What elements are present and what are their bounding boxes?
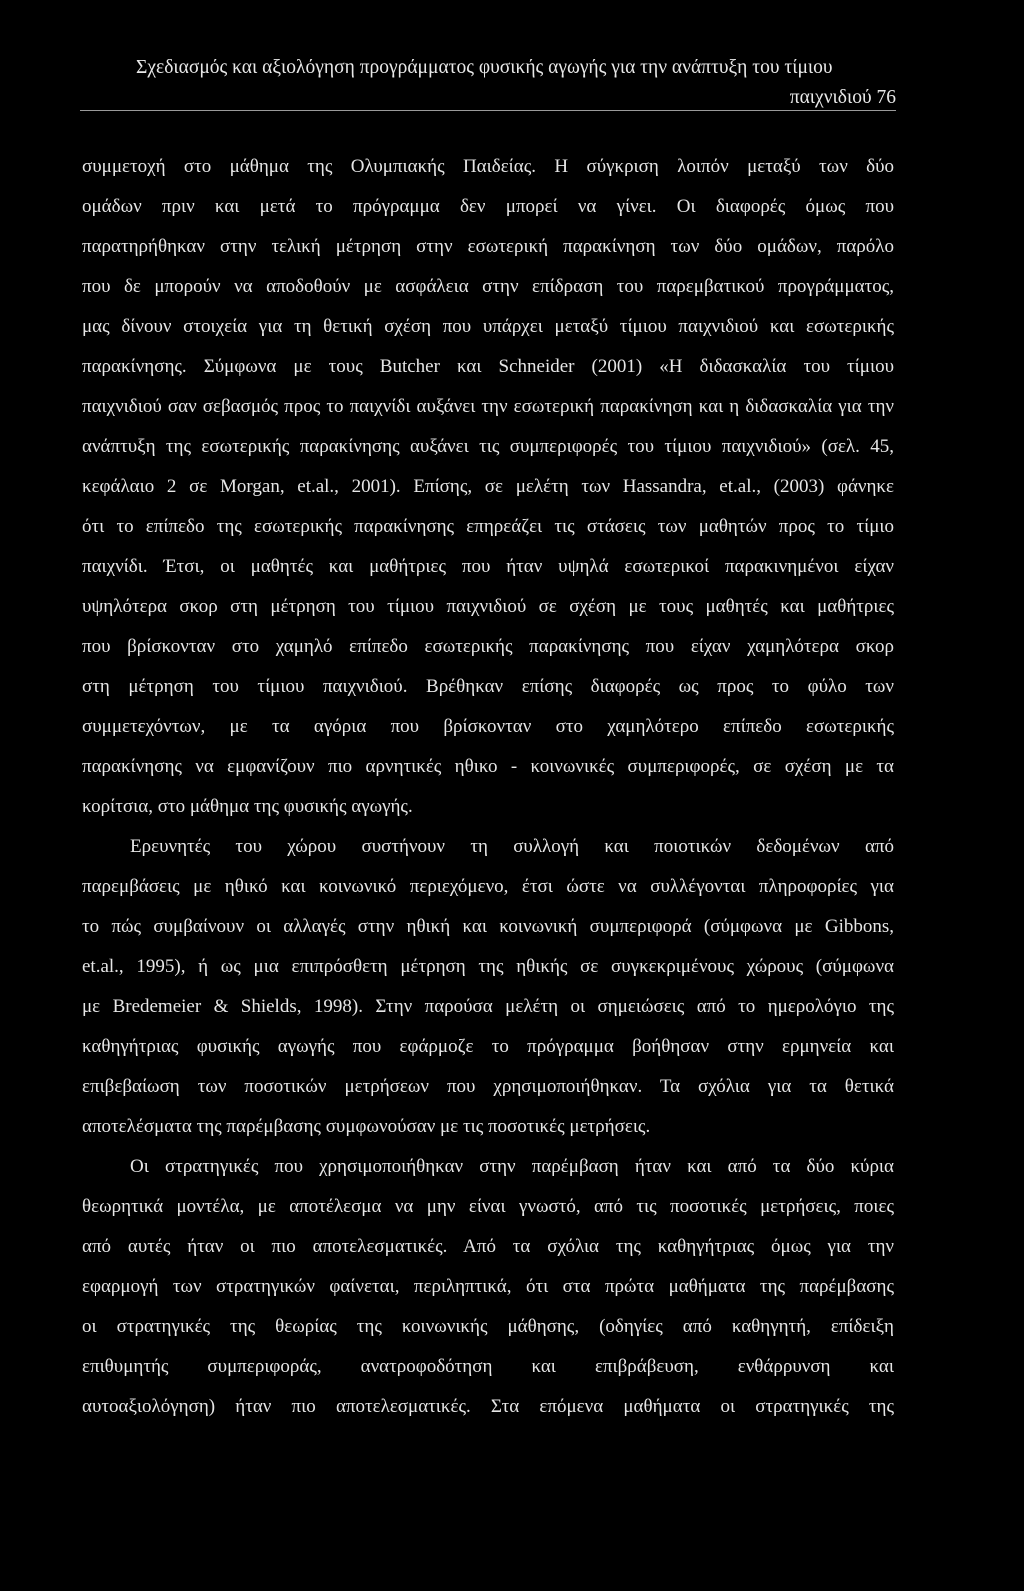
running-title-page: παιχνιδιού 76 (789, 87, 896, 108)
running-title: Σχεδιασμός και αξιολόγηση προγράμματος φυσικής αγωγής για την ανάπτυξη του τίμιου (136, 57, 833, 78)
text-line: et.al., 1995), ή ως μια επιπρόσθετη μέτρηση της ηθικής σε συγκεκριμένους χώρους (σύμφωνα (82, 956, 894, 977)
body-text (82, 147, 894, 1427)
text-line: με Bredemeier & Shields, 1998). Στην παρούσα μελέτη οι σημειώσεις από το ημερολόγιο της (82, 996, 894, 1017)
text-line: αποτελέσματα της παρέμβασης συμφωνούσαν με τις ποσοτικές μετρήσεις. (82, 1116, 651, 1137)
text-line: οι στρατηγικές της θεωρίας της κοινωνικής μάθησης, (οδηγίες από καθηγητή, επίδειξη (82, 1316, 894, 1337)
text-line: από αυτές ήταν οι πιο αποτελεσματικές. Από τα σχόλια της καθηγήτριας όμως για την (82, 1236, 894, 1257)
text-line: παιχνίδι. Έτσι, οι μαθητές και μαθήτριες που ήταν υψηλά εσωτερικοί παρακινημένοι είχαν (82, 556, 894, 577)
text-line: παιχνιδιού σαν σεβασμός προς το παιχνίδι αυξάνει την εσωτερική παρακίνηση και η διδασκαλία για την (82, 396, 894, 417)
text-line: στη μέτρηση του τίμιου παιχνιδιού. Βρέθηκαν επίσης διαφορές ως προς το φύλο των (82, 676, 894, 697)
text-line: θεωρητικά μοντέλα, με αποτέλεσμα να μην είναι γνωστό, από τις ποσοτικές μετρήσεις, ποιες (82, 1196, 894, 1217)
text-line: καθηγήτριας φυσικής αγωγής που εφάρμοζε το πρόγραμμα βοήθησαν στην ερμηνεία και (82, 1036, 894, 1057)
text-line: Ερευνητές του χώρου συστήνουν τη συλλογή και ποιοτικών δεδομένων από (130, 836, 894, 857)
text-line: που βρίσκονταν στο χαμηλό επίπεδο εσωτερικής παρακίνησης που είχαν χαμηλότερα σκορ (82, 636, 894, 657)
text-line: υψηλότερα σκορ στη μέτρηση του τίμιου παιχνιδιού σε σχέση με τους μαθητές και μαθήτριες (82, 596, 894, 617)
header-rule (80, 110, 896, 111)
text-line: ότι το επίπεδο της εσωτερικής παρακίνησης επηρεάζει τις στάσεις των μαθητών προς το τίμιο (82, 516, 894, 537)
text-line: κεφάλαιο 2 σε Morgan, et.al., 2001). Επίσης, σε μελέτη των Hassandra, et.al., (2003) φάνηκε (82, 476, 894, 497)
text-line: αυτοαξιολόγηση) ήταν πιο αποτελεσματικές. Στα επόμενα μαθήματα οι στρατηγικές της (82, 1396, 894, 1417)
text-line: επιθυμητής συμπεριφοράς, ανατροφοδότηση και επιβράβευση, ενθάρρυνση και (82, 1356, 894, 1377)
text-line: επιβεβαίωση των ποσοτικών μετρήσεων που χρησιμοποιήθηκαν. Τα σχόλια για τα θετικά (82, 1076, 894, 1097)
running-header (136, 54, 896, 111)
text-line: το πώς συμβαίνουν οι αλλαγές στην ηθική και κοινωνική συμπεριφορά (σύμφωνα με Gibbons, (82, 916, 894, 937)
text-line: συμμετεχόντων, με τα αγόρια που βρίσκονταν στο χαμηλότερο επίπεδο εσωτερικής (82, 716, 894, 737)
text-line: παρατηρήθηκαν στην τελική μέτρηση στην εσωτερική παρακίνηση των δύο ομάδων, παρόλο (82, 236, 894, 257)
text-line: παρεμβάσεις με ηθικό και κοινωνικό περιεχόμενο, έτσι ώστε να συλλέγονται πληροφορίες για (82, 876, 894, 897)
text-line: κορίτσια, στο μάθημα της φυσικής αγωγής. (82, 796, 413, 817)
text-line: που δε μπορούν να αποδοθούν με ασφάλεια στην επίδραση του παρεμβατικού προγράμματος, (82, 276, 894, 297)
text-line: εφαρμογή των στρατηγικών φαίνεται, περιληπτικά, ότι στα πρώτα μαθήματα της παρέμβασης (82, 1276, 894, 1297)
text-line: ομάδων πριν και μετά το πρόγραμμα δεν μπορεί να γίνει. Οι διαφορές όμως που (82, 196, 894, 217)
text-line: Οι στρατηγικές που χρησιμοποιήθηκαν στην παρέμβαση ήταν και από τα δύο κύρια (130, 1156, 894, 1177)
text-line: παρακίνησης να εμφανίζουν πιο αρνητικές ηθικο - κοινωνικές συμπεριφορές, σε σχέση με τα (82, 756, 894, 777)
text-line: παρακίνησης. Σύμφωνα με τους Butcher και Schneider (2001) «Η διδασκαλία του τίμιου (82, 356, 894, 377)
text-line: συμμετοχή στο μάθημα της Ολυμπιακής Παιδείας. Η σύγκριση λοιπόν μεταξύ των δύο (82, 156, 894, 177)
text-line: ανάπτυξη της εσωτερικής παρακίνησης αυξάνει τις συμπεριφορές του τίμιου παιχνιδιού» (σελ. 45, (82, 436, 894, 457)
text-line: μας δίνουν στοιχεία για τη θετική σχέση που υπάρχει μεταξύ τίμιου παιχνιδιού και εσωτερικής (82, 316, 894, 337)
